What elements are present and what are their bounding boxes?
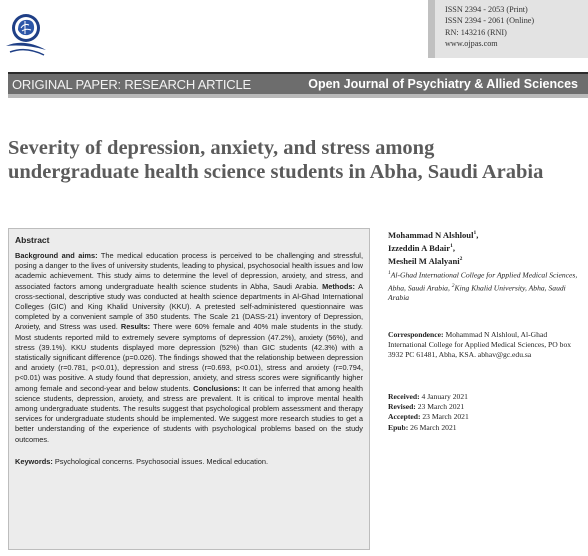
author-item: [388, 254, 584, 267]
methods-text: A cross-sectional, descriptive study was conducted at health science departments in Al-Ghad International Colleges (GIC) and King Khalid University (KKU). A pretested self-administered questionnaire was completed by a convenient sample of 350 students. The Scale 21 (DASS-21) inventory of Depression, Anxiety, and Stress was used.: [15, 281, 364, 332]
abstract-heading: Abstract: [15, 235, 50, 245]
date-label: Epub:: [388, 422, 409, 432]
author-affiliation-mark: 1: [473, 230, 477, 236]
keywords-label: Keywords:: [15, 456, 53, 466]
background-label: Background and aims:: [15, 251, 98, 260]
author-name: Mesheil M Alalyani: [388, 255, 460, 266]
date-value: 23 March 2021: [415, 402, 465, 412]
conclusions-label: Conclusions:: [193, 383, 240, 393]
author-affiliation-mark: 1: [450, 242, 453, 249]
article-type: ORIGINAL PAPER: RESEARCH ARTICLE: [12, 76, 251, 92]
abstract-body: [15, 251, 363, 445]
author-list: [388, 228, 584, 267]
abstract-box: [8, 228, 370, 550]
issn-print: ISSN 2394 - 2053 (Print): [445, 5, 528, 14]
affiliation-mark-1: 1: [388, 270, 391, 276]
results-label: Results:: [120, 322, 151, 332]
keywords: [15, 457, 363, 467]
keywords-text: Psychological concerns. Psychosocial issues. Medical education.: [52, 456, 269, 466]
results-text: There were 60% female and 40% male students in the study. Most students reported mild to extremely severe symptoms of depression (47.2%), anxiety (56%), and stress (39.1%). KKU students displayed more depression (52%) than GIC students (42.3%) with a statistically significant difference (p=0.026). The findings showed that the relationship between depression and anxiety (r=0.781, p<0.01), depression and stress (r=0.693, p<0.01), stress and anxiety (r=0.794, p<0.01) was positive. A study found that depression, anxiety, and stress scores were significantly higher among female and second-year and below students.: [15, 322, 363, 393]
date-accepted: [388, 412, 584, 422]
date-label: Received:: [388, 392, 420, 401]
date-value: 26 March 2021: [408, 422, 457, 432]
correspondence: [388, 330, 584, 361]
journal-website: www.ojpas.com: [445, 39, 498, 49]
affiliation-2: King Khalid University, Abha, Saudi Arabia: [388, 283, 566, 303]
author-item: Mohammad N Alshloul$^1$,: [388, 229, 479, 240]
affiliation-1: Al-Ghad International College for Applied Medical Sciences, Abha, Saudi Arabia,: [388, 270, 578, 293]
journal-logo: [4, 6, 48, 60]
date-value: 23 March 2021: [420, 412, 469, 422]
date-label: Accepted:: [388, 412, 421, 422]
correspondence-text: Mohammad N Alshloul, Al-Ghad International College for Applied Medical Sciences, PO box 3932 PC 61481, Abha, KSA. abhav@gc.edu.sa: [388, 330, 572, 360]
date-received: [388, 392, 584, 402]
author-affiliation-mark: 2: [459, 255, 463, 262]
journal-header-bar: [8, 72, 588, 98]
article-dates: [388, 392, 584, 433]
rni-number: RN: 143216 (RNI): [445, 27, 507, 37]
date-value: 4 January 2021: [419, 392, 468, 401]
affiliations: [388, 268, 584, 304]
author-name: Mohammad N Alshloul: [388, 229, 474, 240]
journal-name: Open Journal of Psychiatry & Allied Sciences: [308, 77, 578, 91]
correspondence-label: Correspondence:: [388, 330, 444, 339]
issn-info-box: [428, 0, 588, 58]
author-name: Izzeddin A Bdair: [388, 242, 451, 253]
issn-online: ISSN 2394 - 2061 (Online): [445, 16, 535, 26]
methods-label: Methods:: [322, 281, 355, 291]
date-epub: [388, 423, 584, 433]
author-item: Izzeddin A Bdair$^1$,: [388, 242, 455, 253]
paper-title: Severity of depression, anxiety, and stress among undergraduate health science students in Abha, Saudi Arabia: [8, 137, 544, 183]
affiliation-mark-2: 2: [451, 282, 455, 289]
background-text: The medical education process is perceived to be challenging and stressful, posing a danger to the lives of university students, leading to physical, psychosocial health issues and low academic achievement. This study aims to determine the level of depression, anxiety, and stress, and associated factors among undergraduate health science students in Abha, Saudi Arabia.: [15, 251, 363, 291]
date-revised: [388, 402, 584, 412]
date-label: Revised:: [388, 402, 416, 412]
conclusions-text: It can be inferred that among health science students, depression, anxiety, and stress are prevalent. It is critical to improve mental health among undergraduate students. The results suggest that psychological problem assessment and therapy services for undergraduate students should be implemented. We suggest more research studies to get a better understanding of the experience of students with psychological problems based on the study outcomes.: [15, 383, 363, 444]
